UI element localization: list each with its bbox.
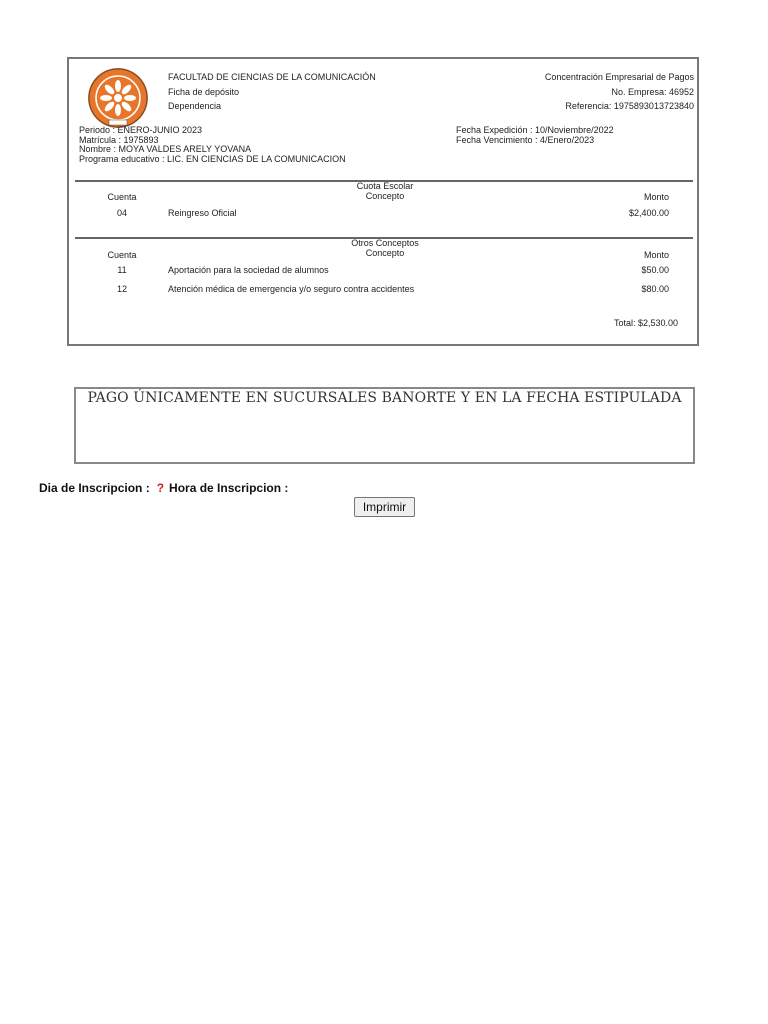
university-seal-logo [87, 67, 149, 129]
period: Periodo : ENERO-JUNIO 2023 [79, 125, 203, 135]
print-button[interactable]: Imprimir [354, 497, 415, 517]
section-title: Cuota Escolar [356, 181, 414, 191]
doc-type: Ficha de depósito [168, 86, 240, 97]
header-right [545, 70, 694, 114]
school-fee-header [329, 182, 441, 201]
concept-cell: Reingreso Oficial [168, 208, 237, 218]
issue-date: Fecha Expedición : 10/Noviembre/2022 [456, 125, 614, 135]
column-header-account: Cuenta [107, 192, 137, 202]
missing-value-icon: ? [156, 481, 165, 495]
dependency: Dependencia [168, 101, 222, 111]
payment-notice: PAGO ÚNICAMENTE EN SUCURSALES BANORTE Y EN LA FECHA ESTIPULADA [74, 387, 695, 464]
section-title: Otros Conceptos [351, 238, 419, 248]
company-number: No. Empresa: 46952 [611, 86, 694, 97]
concept-cell: Atención médica de emergencia y/o seguro contra accidentes [168, 284, 415, 294]
account-cell: 04 [116, 208, 127, 218]
faculty-name: FACULTAD DE CIENCIAS DE LA COMUNICACIÓN [168, 72, 376, 82]
column-header-account: Cuenta [107, 250, 137, 260]
student-info [79, 126, 346, 164]
reference-number: Referencia: 1975893013723840 [565, 101, 694, 111]
amount-cell: $2,400.00 [628, 208, 669, 218]
student-name: Nombre : MOYA VALDES ARELY YOVANA [79, 144, 252, 154]
matricula: Matrícula : 1975893 [79, 134, 159, 145]
enrollment-time-label: Hora de Inscripcion : [169, 481, 289, 495]
concentration: Concentración Empresarial de Pagos [544, 72, 694, 82]
total-amount: Total: $2,530.00 [613, 318, 678, 328]
column-header-concept: Concepto [365, 190, 405, 201]
column-header-amount: Monto [643, 192, 669, 202]
account-cell: 11 [117, 265, 127, 275]
deposit-slip [67, 57, 699, 346]
column-header-concept: Concepto [365, 247, 405, 258]
program: Programa educativo : LIC. EN CIENCIAS DE LA COMUNICACION [79, 153, 346, 164]
account-cell: 12 [116, 284, 127, 294]
due-date: Fecha Vencimiento : 4/Enero/2023 [456, 134, 595, 145]
other-concepts-header [329, 239, 441, 258]
header-left [168, 70, 376, 114]
column-header-amount: Monto [643, 250, 669, 260]
enrollment-info [39, 481, 288, 495]
amount-cell: $50.00 [641, 265, 669, 275]
date-info [456, 126, 614, 145]
enrollment-day-label: Dia de Inscripcion : [39, 481, 150, 495]
amount-cell: $80.00 [641, 284, 669, 294]
concept-cell: Aportación para la sociedad de alumnos [168, 265, 329, 275]
